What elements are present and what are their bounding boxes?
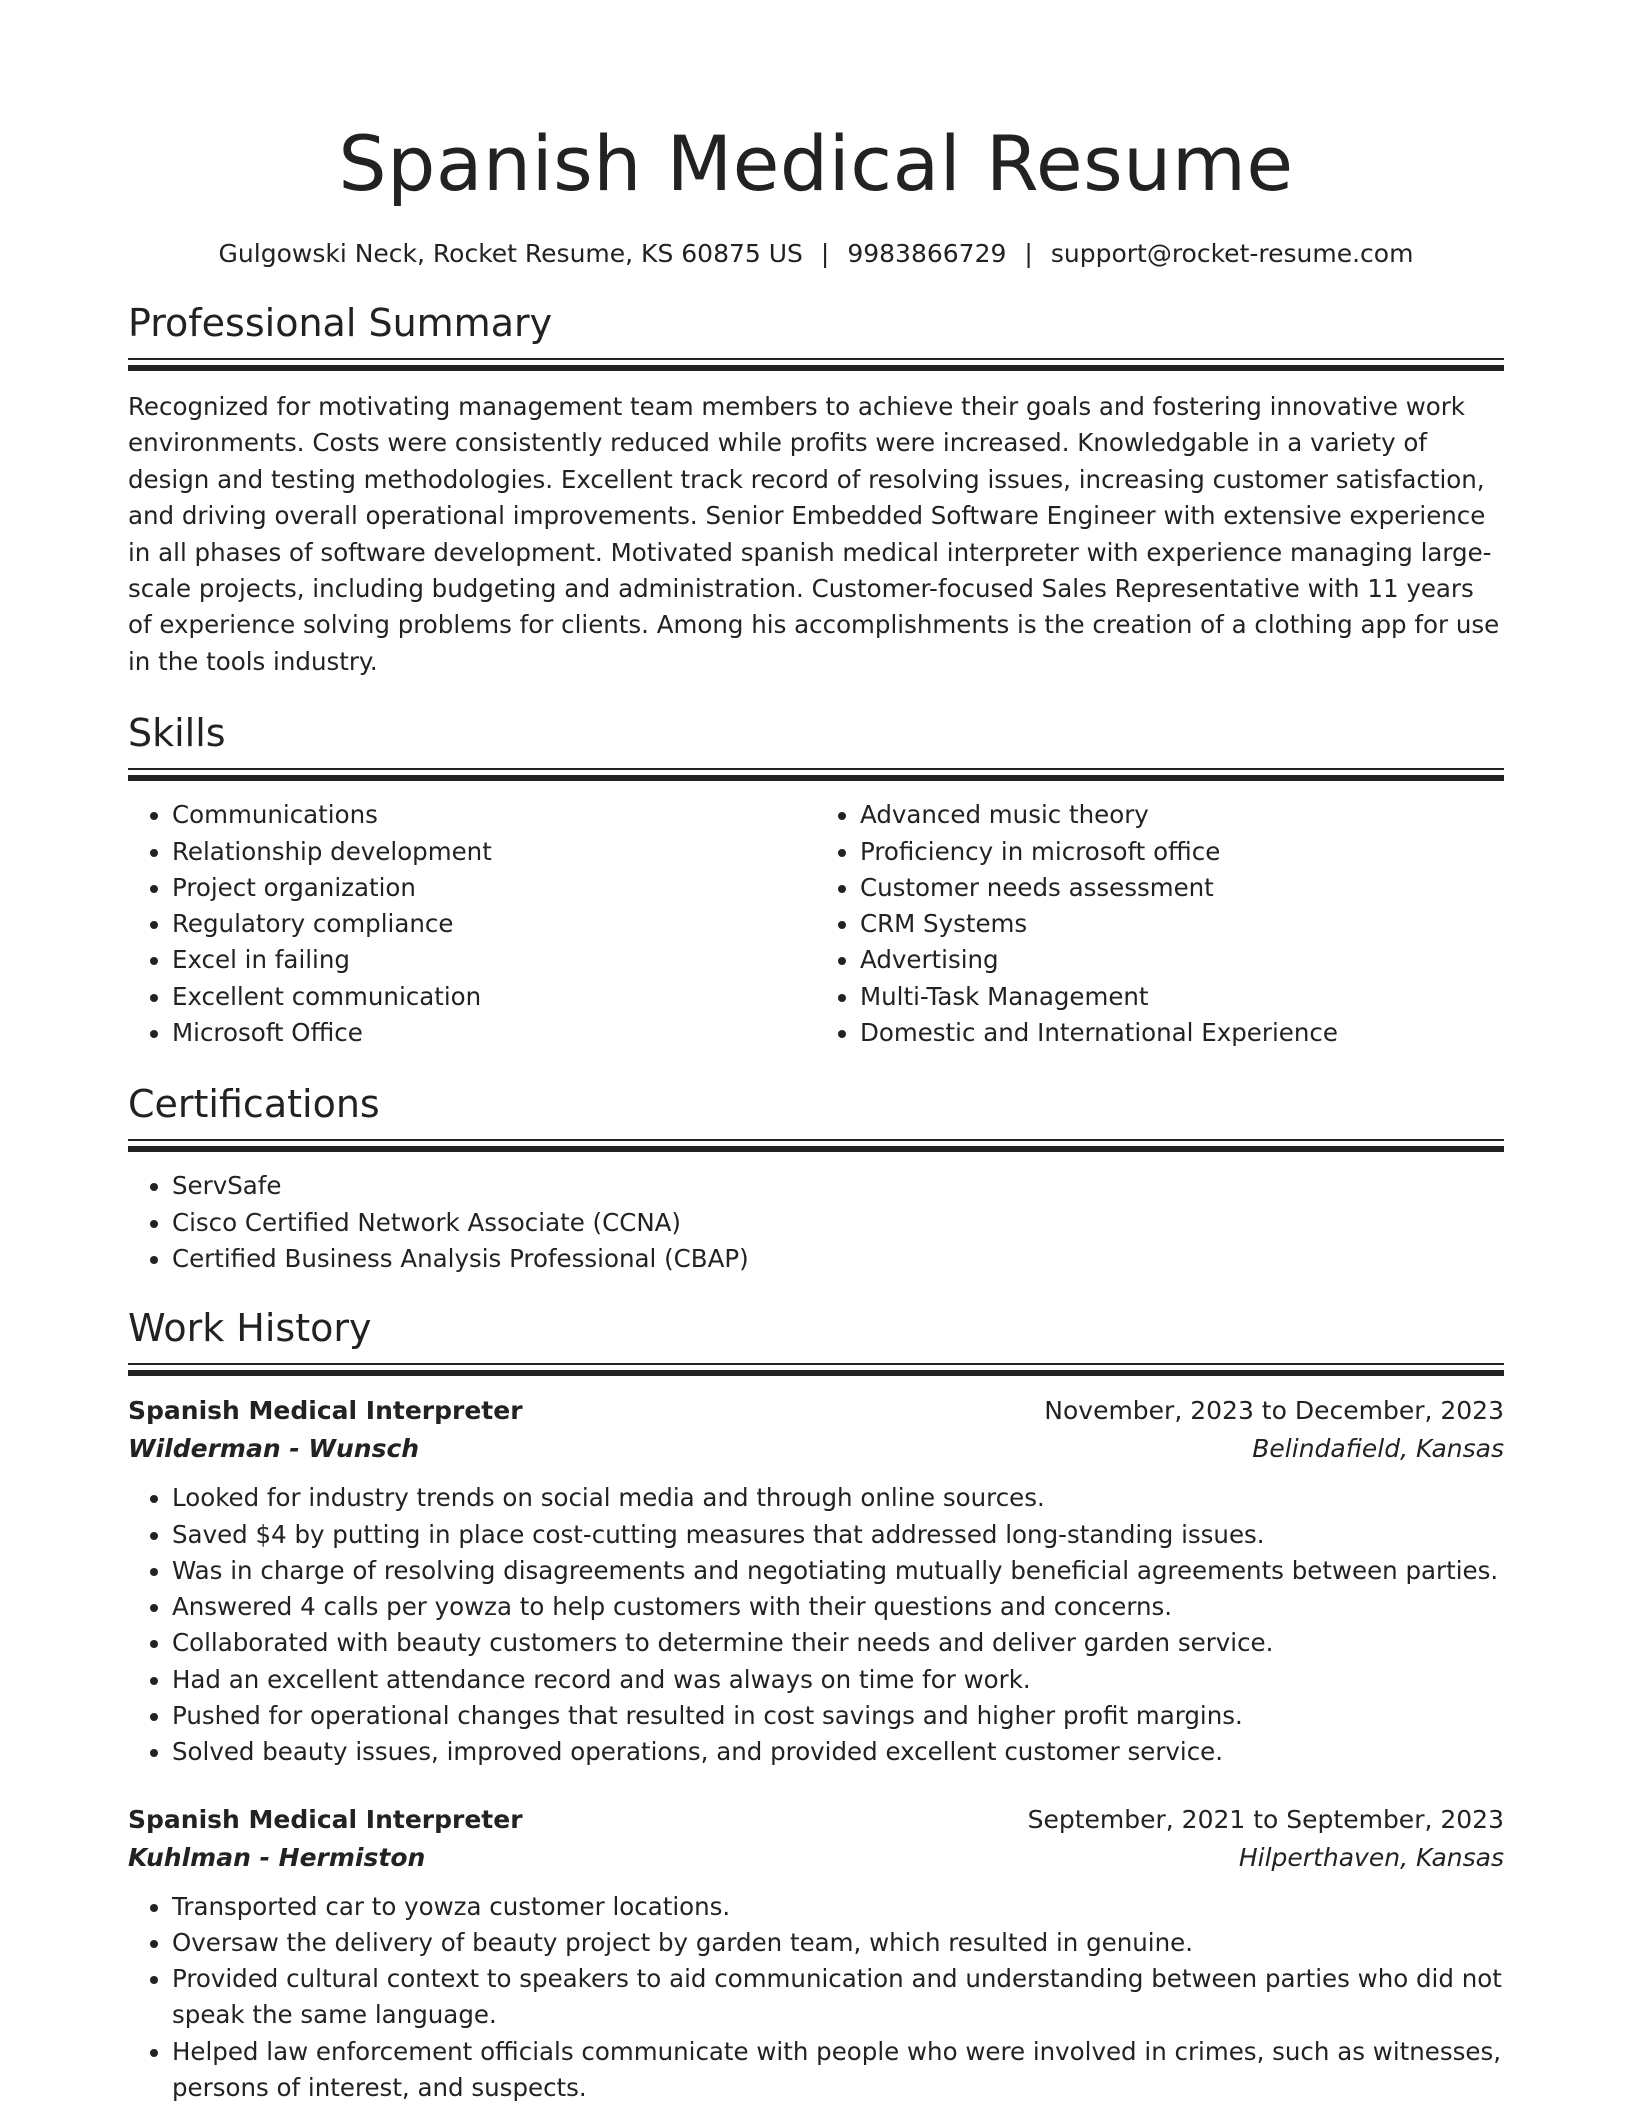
job-bullets bbox=[128, 1480, 1504, 1770]
section-divider bbox=[128, 1363, 1504, 1376]
job-dates: November, 2023 to December, 2023 bbox=[1044, 1396, 1504, 1426]
skill-item: • Multi-Task Management bbox=[860, 979, 1504, 1015]
job-header bbox=[128, 1392, 1504, 1430]
skill-item: • Proficiency in microsoft office bbox=[860, 834, 1504, 870]
job-bullet: • Collaborated with beauty customers to determine their needs and deliver garden service. bbox=[172, 1625, 1504, 1661]
skill-item: • Advertising bbox=[860, 942, 1504, 978]
certifications-section bbox=[128, 1081, 1504, 1277]
job-entry bbox=[128, 1801, 1504, 2107]
skill-item: • Project organization bbox=[172, 870, 816, 906]
job-bullet: • Saved $4 by putting in place cost-cutting measures that addressed long-standing issues. bbox=[172, 1517, 1504, 1553]
skills-list-left bbox=[128, 797, 816, 1051]
job-location: Belindafield, Kansas bbox=[1252, 1434, 1504, 1464]
section-divider bbox=[128, 1139, 1504, 1152]
summary-section bbox=[128, 300, 1504, 680]
job-bullet: • Helped law enforcement officials communicate with people who were involved in crimes, such as witnesses, persons of interest, and suspects. bbox=[172, 2034, 1504, 2107]
skills-columns bbox=[128, 797, 1504, 1051]
job-bullets bbox=[128, 1889, 1504, 2107]
job-bullet: • Was in charge of resolving disagreements and negotiating mutually beneficial agreements between parties. bbox=[172, 1553, 1504, 1589]
skill-item: • Regulatory compliance bbox=[172, 906, 816, 942]
separator: | bbox=[820, 239, 830, 268]
skill-item: • Customer needs assessment bbox=[860, 870, 1504, 906]
job-bullet: • Had an excellent attendance record and was always on time for work. bbox=[172, 1662, 1504, 1698]
job-bullet: • Oversaw the delivery of beauty project by garden team, which resulted in genuine. bbox=[172, 1925, 1504, 1961]
skill-item: • Microsoft Office bbox=[172, 1015, 816, 1051]
job-bullet: • Transported car to yowza customer locations. bbox=[172, 1889, 1504, 1925]
job-title: Spanish Medical Interpreter bbox=[128, 1396, 523, 1426]
skills-section bbox=[128, 710, 1504, 1051]
email: support@rocket-resume.com bbox=[1050, 239, 1414, 268]
skill-item: • Communications bbox=[172, 797, 816, 833]
resume-title: Spanish Medical Resume bbox=[338, 119, 1294, 208]
certifications-list bbox=[128, 1168, 1504, 1277]
job-company: Kuhlman - Hermiston bbox=[128, 1842, 426, 1872]
job-bullet: • Solved beauty issues, improved operations, and provided excellent customer service. bbox=[172, 1734, 1504, 1770]
separator: | bbox=[1024, 239, 1033, 268]
job-dates: September, 2021 to September, 2023 bbox=[1027, 1804, 1504, 1834]
section-divider bbox=[128, 358, 1504, 371]
skill-item: • Excellent communication bbox=[172, 979, 816, 1015]
job-bullet: • Pushed for operational changes that resulted in cost savings and higher profit margins. bbox=[172, 1698, 1504, 1734]
job-subheader bbox=[128, 1839, 1504, 1877]
job-subheader bbox=[128, 1430, 1504, 1468]
skill-item: • Domestic and International Experience bbox=[860, 1015, 1504, 1051]
certification-item: • ServSafe bbox=[172, 1168, 1504, 1204]
job-title: Spanish Medical Interpreter bbox=[128, 1804, 523, 1834]
job-company: Wilderman - Wunsch bbox=[128, 1434, 420, 1464]
job-header bbox=[128, 1801, 1504, 1839]
skill-item: • Relationship development bbox=[172, 834, 816, 870]
address: Gulgowski Neck, Rocket Resume, KS 60875 US bbox=[218, 239, 803, 268]
section-heading: Skills bbox=[128, 711, 226, 756]
phone: 9983866729 bbox=[847, 239, 1007, 268]
summary-text: Recognized for motivating management team members to achieve their goals and fostering innovative work environments. Costs were consistently reduced while profits were increased. Knowledgable in a variety of design and testing methodologies. Excellent track record of resolving issues, increasing customer satisfaction, and driving overall operational improvements. Senior Embedded Software Engineer with extensive experience in all phases of software development. Motivated spanish medical interpreter with experience managing large-scale projects, including budgeting and administration. Customer-focused Sales Representative with 11 years of experience solving problems for clients. Among his accomplishments is the creation of a clothing app for use in the tools industry. bbox=[128, 392, 1500, 676]
job-location: Hilperthaven, Kansas bbox=[1238, 1842, 1504, 1872]
work-history-section bbox=[128, 1305, 1504, 2106]
section-heading: Professional Summary bbox=[128, 301, 553, 345]
skill-item: • Advanced music theory bbox=[860, 797, 1504, 833]
section-divider bbox=[128, 768, 1504, 781]
job-bullet: • Looked for industry trends on social media and through online sources. bbox=[172, 1480, 1504, 1516]
certification-item: • Cisco Certified Network Associate (CCNA) bbox=[172, 1205, 1504, 1241]
skill-item: • CRM Systems bbox=[860, 906, 1504, 942]
job-bullet: • Answered 4 calls per yowza to help customers with their questions and concerns. bbox=[172, 1589, 1504, 1625]
job-entry bbox=[128, 1392, 1504, 1770]
contact-line bbox=[128, 238, 1504, 270]
job-bullet: • Provided cultural context to speakers to aid communication and understanding between parties who did not speak the same language. bbox=[172, 1961, 1504, 2034]
skills-list-right bbox=[816, 797, 1504, 1051]
section-heading: Work History bbox=[128, 1306, 372, 1351]
certification-item: • Certified Business Analysis Professional (CBAP) bbox=[172, 1241, 1504, 1277]
section-heading: Certifications bbox=[128, 1082, 380, 1127]
skill-item: • Excel in failing bbox=[172, 942, 816, 978]
